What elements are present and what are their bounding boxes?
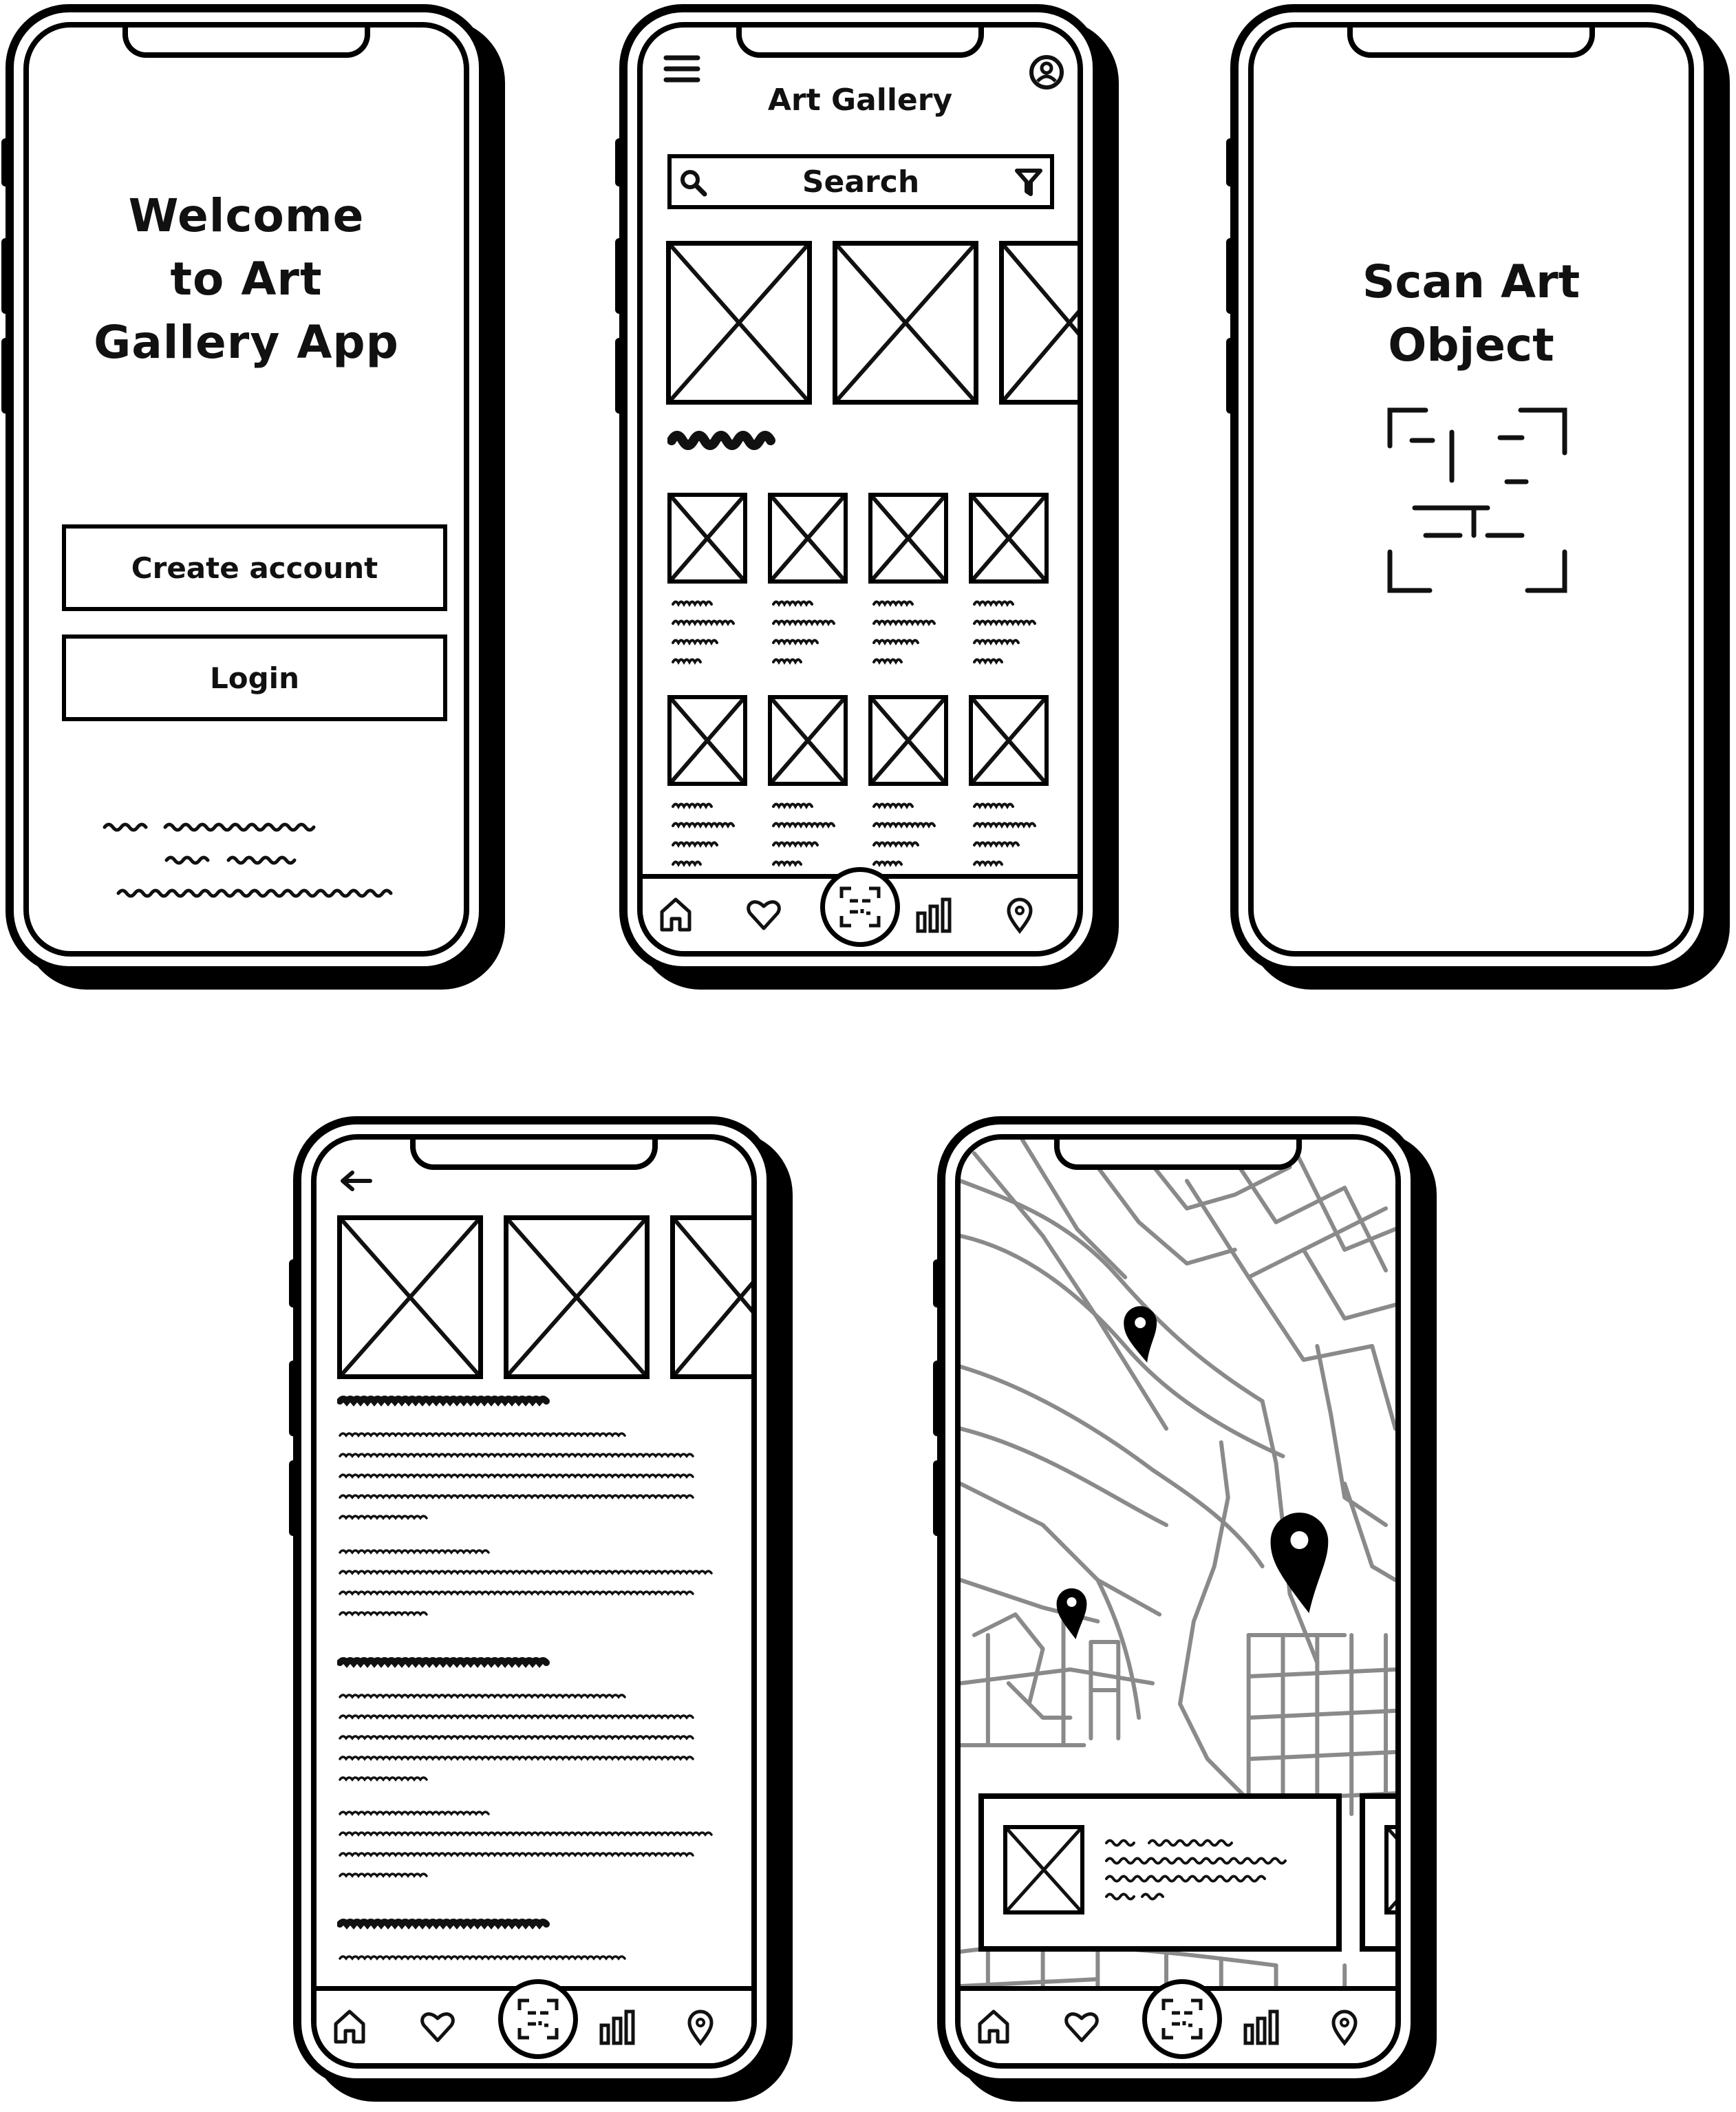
menu-icon[interactable] [663, 54, 702, 87]
login-button[interactable] [62, 634, 447, 721]
artwork-caption-scribble [972, 596, 1047, 672]
scan-icon [839, 886, 881, 928]
location-pin-icon[interactable] [1000, 895, 1039, 934]
search-placeholder: Search [802, 164, 920, 200]
stats-icon[interactable] [1243, 2007, 1281, 2046]
login-label: Login [210, 661, 299, 695]
location-pin-icon[interactable] [681, 2007, 720, 2046]
map-card-scribble-text [1101, 1833, 1307, 1916]
artwork-caption-scribble [871, 596, 947, 672]
home-icon[interactable] [656, 895, 695, 934]
qr-code-icon [1384, 405, 1570, 597]
phone-gallery [619, 4, 1101, 974]
scan-icon [517, 1998, 559, 2040]
map-card-thumbnail [1003, 1825, 1084, 1914]
artwork-caption-scribble [771, 798, 846, 874]
heart-icon[interactable] [744, 895, 783, 934]
heart-icon[interactable] [1062, 2007, 1101, 2046]
featured-artwork-3[interactable] [999, 241, 1083, 405]
artwork-thumbnail[interactable] [969, 493, 1049, 584]
phone-welcome [6, 4, 487, 974]
search-input[interactable] [667, 154, 1054, 209]
scan-screen [1248, 22, 1694, 957]
home-icon[interactable] [974, 2007, 1013, 2046]
map-pin-icon [1271, 1513, 1329, 1613]
artwork-thumbnail[interactable] [768, 493, 848, 584]
create-account-button[interactable] [62, 524, 447, 611]
scan-icon [1161, 1998, 1203, 2040]
back-arrow-icon[interactable] [337, 1167, 374, 1195]
artwork-image-3[interactable] [670, 1215, 757, 1379]
artwork-caption-scribble [871, 798, 947, 874]
map-pin-icon [1124, 1306, 1157, 1363]
scan-button[interactable] [498, 1979, 578, 2059]
artwork-thumbnail[interactable] [969, 695, 1049, 786]
artwork-thumbnail[interactable] [768, 695, 848, 786]
filter-icon[interactable] [1014, 167, 1043, 198]
scan-title: Scan Art Object [1362, 255, 1580, 372]
welcome-screen [23, 22, 469, 957]
artwork-thumbnail[interactable] [667, 695, 747, 786]
artwork-caption-scribble [972, 798, 1047, 874]
artwork-image-2[interactable] [504, 1215, 650, 1379]
app-title: Art Gallery [767, 83, 953, 118]
home-icon[interactable] [330, 2007, 369, 2046]
gallery-screen [637, 22, 1083, 957]
map-result-card[interactable] [978, 1793, 1342, 1952]
map-screen [955, 1134, 1401, 2069]
artwork-caption-scribble [670, 798, 746, 874]
stats-icon[interactable] [915, 895, 954, 934]
map-result-card-2[interactable] [1360, 1793, 1401, 1952]
artwork-thumbnail[interactable] [868, 695, 948, 786]
featured-artwork-1[interactable] [666, 241, 812, 405]
artwork-image-1[interactable] [337, 1215, 483, 1379]
create-account-label: Create account [131, 551, 378, 585]
scan-button[interactable] [820, 867, 900, 947]
search-icon [678, 168, 709, 198]
artwork-thumbnail[interactable] [667, 493, 747, 584]
artwork-thumbnail[interactable] [868, 493, 948, 584]
artwork-caption-scribble [670, 596, 746, 672]
artwork-caption-scribble [771, 596, 846, 672]
description-scribble-text [337, 1387, 722, 1993]
map-card-thumbnail [1384, 1825, 1401, 1914]
phone-detail [293, 1116, 775, 2087]
detail-screen [311, 1134, 757, 2069]
footer-scribble-text [91, 812, 421, 915]
phone-map [937, 1116, 1419, 2087]
location-pin-icon[interactable] [1325, 2007, 1364, 2046]
stats-icon[interactable] [599, 2007, 637, 2046]
section-heading-scribble [667, 427, 778, 454]
welcome-title: Welcome to Art Gallery App [94, 189, 399, 369]
map-pin-icon [1057, 1588, 1087, 1639]
heart-icon[interactable] [418, 2007, 457, 2046]
scan-button[interactable] [1142, 1979, 1222, 2059]
phone-scan [1230, 4, 1712, 974]
featured-artwork-2[interactable] [833, 241, 978, 405]
